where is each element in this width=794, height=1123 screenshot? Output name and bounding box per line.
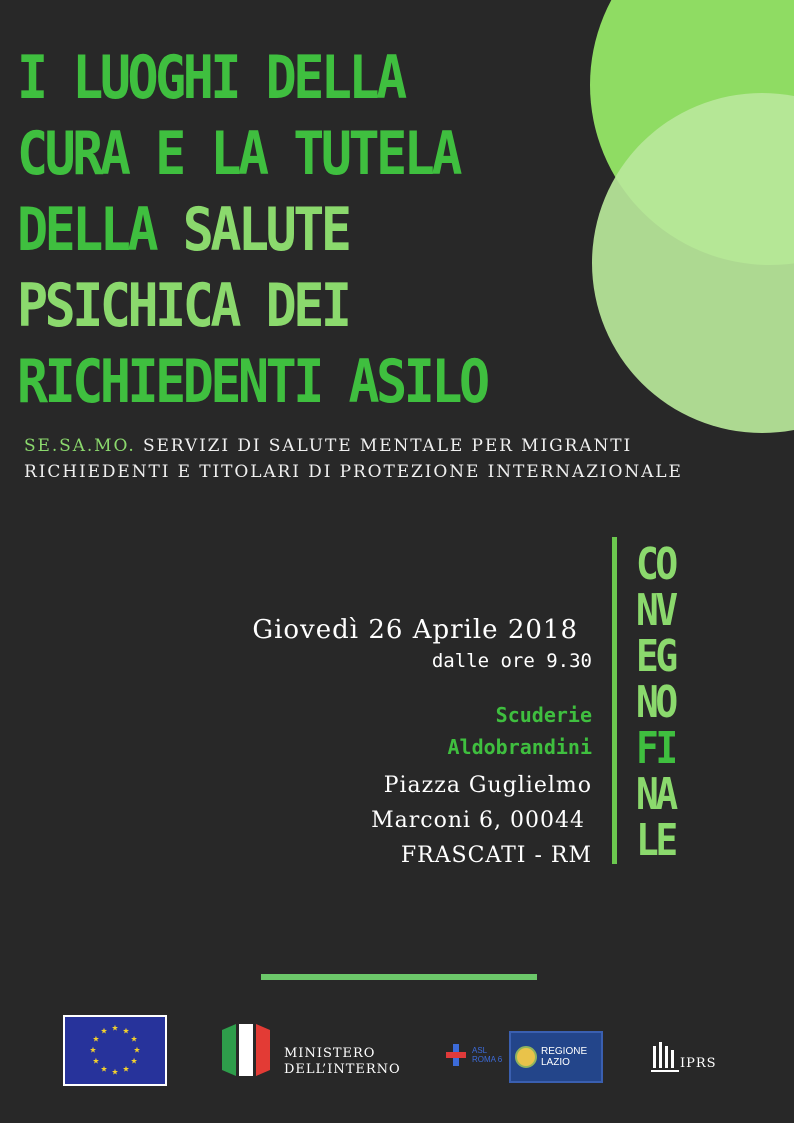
eu-star-icon bbox=[131, 1058, 137, 1064]
project-description: SERVIZI DI SALUTE MENTALE PER MIGRANTI RICHIEDENTI E TITOLARI DI PROTEZIONE INTERNAZIONALE bbox=[24, 436, 683, 482]
title-line-4-b: DEI bbox=[265, 271, 349, 341]
eu-star-icon bbox=[112, 1069, 118, 1075]
title-line-3-b: SALUTE bbox=[182, 195, 349, 265]
title-line-1: I LUOGHI DELLA bbox=[17, 43, 404, 113]
ministry-name-line-2: DELL’INTERNO bbox=[284, 1062, 401, 1077]
regione-name bbox=[541, 1046, 587, 1068]
eu-star-icon bbox=[93, 1058, 99, 1064]
venue-name-line-1: Scuderie bbox=[495, 703, 592, 727]
asl-name-line-2: ROMA 6 bbox=[472, 1055, 503, 1064]
eu-star-icon bbox=[93, 1036, 99, 1042]
project-acronym: SE.SA.MO. bbox=[24, 436, 136, 456]
address-line-1: Piazza Guglielmo bbox=[383, 773, 592, 798]
iprs-name: IPRS bbox=[680, 1056, 717, 1071]
eu-star-icon bbox=[123, 1028, 129, 1034]
horizontal-divider bbox=[261, 974, 537, 980]
side-label-pair: NA bbox=[636, 769, 675, 820]
address-line-3: FRASCATI - RM bbox=[400, 843, 592, 868]
side-label-pair: EG bbox=[636, 631, 675, 682]
asl-name bbox=[472, 1046, 502, 1064]
ministry-name-line-1: MINISTERO bbox=[284, 1046, 376, 1061]
title-line-3 bbox=[17, 192, 487, 268]
project-subtitle bbox=[24, 433, 724, 485]
eu-star-icon bbox=[112, 1025, 118, 1031]
event-date: Giovedì 26 Aprile 2018 bbox=[252, 615, 578, 645]
regione-name-line-1: REGIONE bbox=[541, 1046, 588, 1057]
eu-star-icon bbox=[123, 1066, 129, 1072]
asl-name-line-1: ASL bbox=[472, 1046, 488, 1055]
event-time: dalle ore 9.30 bbox=[431, 650, 592, 672]
title-line-4 bbox=[17, 268, 487, 344]
iprs-columns-icon bbox=[650, 1040, 680, 1074]
side-label-pair: CO bbox=[636, 539, 675, 590]
side-label-pair: FI bbox=[636, 723, 675, 774]
eu-star-icon bbox=[131, 1036, 137, 1042]
title-line-2: CURA E LA TUTELA bbox=[17, 119, 460, 189]
eu-flag-logo bbox=[63, 1015, 167, 1086]
title-line-3-a: DELLA bbox=[17, 195, 183, 265]
event-title bbox=[17, 40, 487, 420]
side-label-pair: NO bbox=[636, 677, 675, 728]
address-line-2: Marconi 6, 00044 bbox=[371, 808, 585, 833]
side-label-pair: NV bbox=[636, 585, 675, 636]
eu-star-icon bbox=[90, 1047, 96, 1053]
regione-emblem-icon bbox=[515, 1046, 537, 1068]
ministry-name bbox=[284, 1046, 401, 1078]
vertical-divider bbox=[612, 537, 617, 864]
title-line-5: RICHIEDENTI ASILO bbox=[17, 347, 487, 417]
regione-name-line-2: LAZIO bbox=[541, 1057, 570, 1068]
eu-star-icon bbox=[101, 1028, 107, 1034]
regione-lazio-logo bbox=[509, 1031, 603, 1083]
eu-star-icon bbox=[134, 1047, 140, 1053]
eu-star-icon bbox=[101, 1066, 107, 1072]
medical-cross-icon bbox=[446, 1044, 466, 1066]
italian-flag-icon bbox=[222, 1024, 270, 1076]
venue-name-line-2: Aldobrandini bbox=[447, 735, 592, 759]
side-label-pair: LE bbox=[636, 815, 675, 866]
title-line-4-a: PSICHICA bbox=[17, 271, 266, 341]
side-label-convegno-finale bbox=[636, 539, 684, 866]
eu-stars-icon bbox=[65, 1017, 165, 1084]
